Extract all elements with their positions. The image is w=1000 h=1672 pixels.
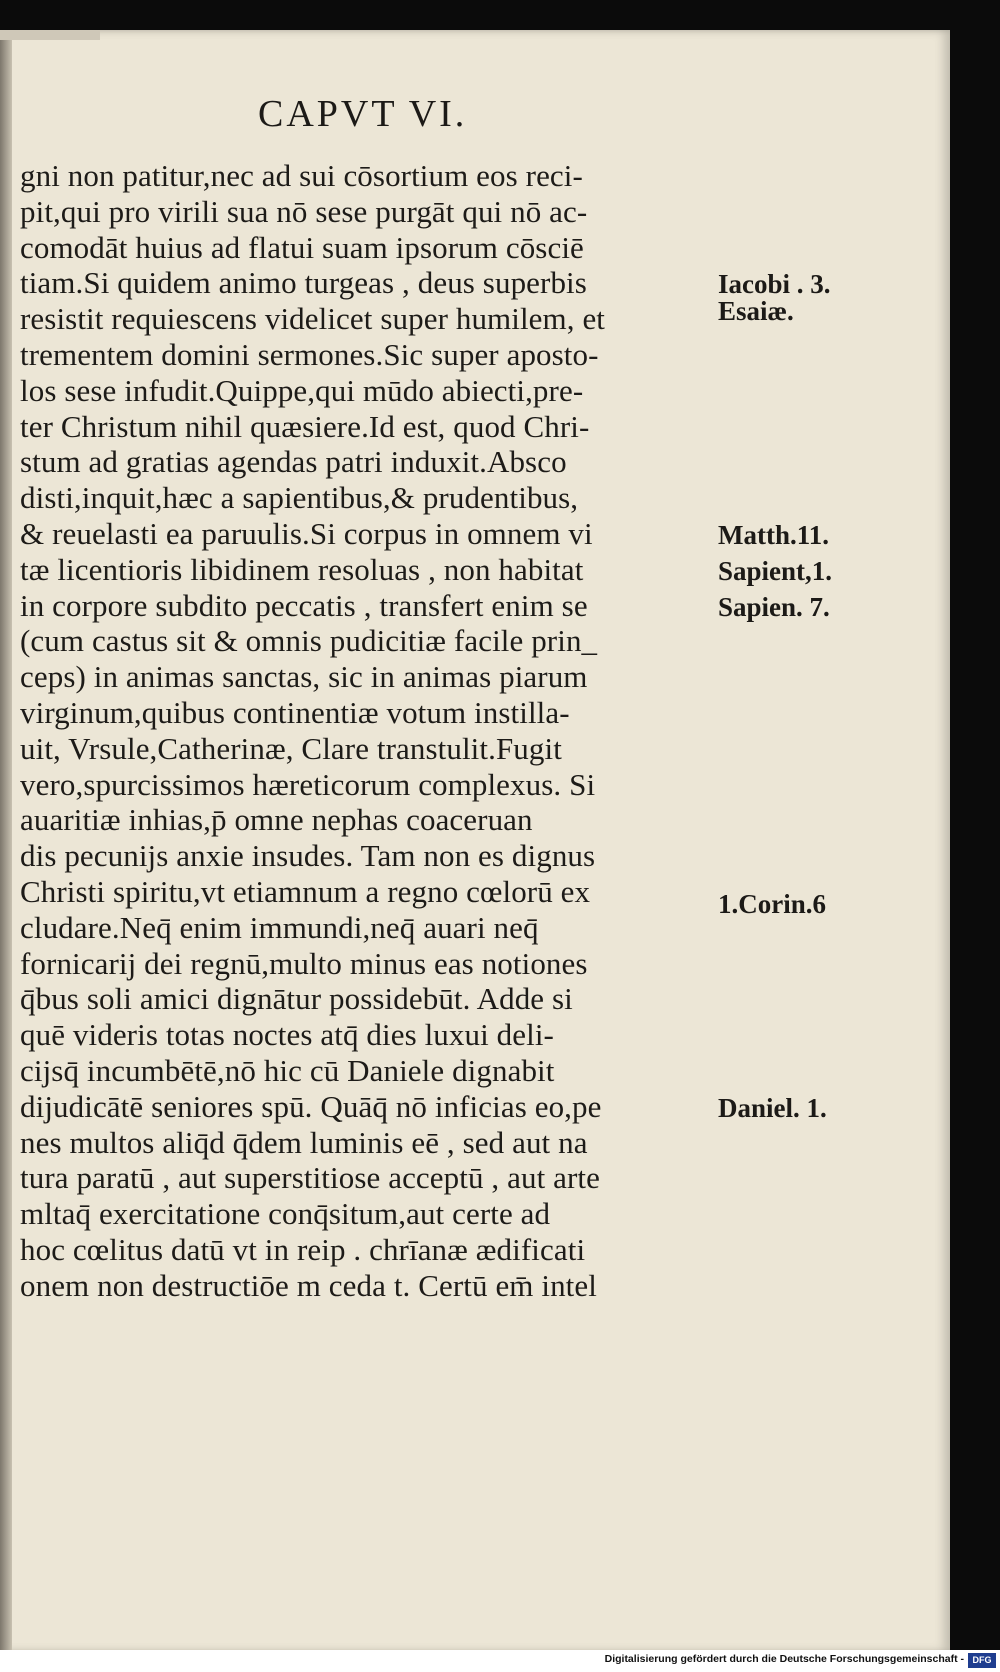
margin-note: Sapient,1. [718,555,833,586]
text-line: dijudicātē seniores spū. Quāq̄ nō inficias eo,pe [20,1088,602,1124]
footer-credit: Digitalisierung gefördert durch die Deutsche Forschungsgemeinschaft - [604,1653,964,1665]
margin-note: Esaiæ. [718,296,794,327]
text-line: tæ licentioris libidinem resoluas , non habitat [20,551,584,587]
text-line: hoc cœlitus datū vt in reip . chrīanæ ædificati [20,1231,586,1267]
text-line: onem non destructiōe m ceda t. Certū em̄ intel [20,1267,597,1303]
text-line: Christi spiritu,vt etiamnum a regno cœlorū ex [20,873,591,909]
text-line: ter Christum nihil quæsiere.Id est, quod Chri- [20,408,590,444]
text-line: cludare.Neq̄ enim immundi,neq̄ auari neq̄ [20,909,539,945]
text-line: tiam.Si quidem animo turgeas , deus superbis [20,265,587,301]
text-line: vero,spurcissimos hæreticorum complexus. Si [20,766,596,802]
running-head: CAPVT VI. [258,93,468,135]
text-line: mltaq̄ exercitatione conq̄situm,aut certe ad [20,1196,551,1232]
text-line: pit,qui pro virili sua nō sese purgāt qui nō ac- [20,193,588,229]
text-line: los sese infudit.Quippe,qui mūdo abiecti,pre- [20,372,584,408]
text-line: ceps) in animas sanctas, sic in animas piarum [20,659,588,695]
text-line: (cum castus sit & omnis pudicitiæ facile prin_ [20,623,598,659]
text-line: q̄bus soli amici dignātur possidebūt. Adde si [20,981,573,1017]
footer-bar [0,1650,1000,1672]
text-line: nes multos aliq̄d q̄dem luminis eē , sed aut na [20,1124,588,1160]
page-edge-shadow [0,30,12,1652]
text-line: fornicarij dei regnū,multo minus eas notiones [20,945,588,981]
body-text [20,158,720,1304]
margin-note: Iacobi . 3. [718,269,831,300]
text-line: dis pecunijs anxie insudes. Tam non es dignus [20,838,596,874]
page-corner [0,30,100,40]
margin-note: Matth.11. [718,520,829,550]
text-line: & reuelasti ea paruulis.Si corpus in omnem vi [20,515,593,551]
text-line: trementem domini sermones.Sic super aposto- [20,336,599,372]
text-line: virginum,quibus continentiæ votum instilla- [20,694,570,730]
dfg-logo: DFG [968,1653,996,1668]
text-line: disti,inquit,hæc a sapientibus,& prudentibus, [20,480,579,516]
margin-note: Sapien. 7. [718,591,830,622]
text-line: resistit requiescens videlicet super humilem, et [20,301,606,337]
text-line: quē videris totas noctes atq̄ dies luxui deli- [20,1017,554,1053]
text-line: uit, Vrsule,Catherinæ, Clare transtulit.Fugit [20,730,562,766]
text-line: tura paratū , aut superstitiose acceptū , aut arte [20,1160,600,1196]
text-line: gni non patitur,nec ad sui cōsortium eos reci- [20,158,583,193]
text-line: cijsq̄ incumbētē,nō hic cū Daniele dignabit [20,1052,555,1088]
margin-note: Daniel. 1. [718,1092,827,1123]
text-line: stum ad gratias agendas patri induxit.Absco [20,444,567,480]
text-line: auaritiæ inhias,p̄ omne nephas coaceruan [20,802,533,838]
text-line: comodāt huius ad flatui suam ipsorum cōsciē [20,229,584,265]
text-line: in corpore subdito peccatis , transfert enim se [20,587,588,623]
margin-note: 1.Corin.6 [718,888,826,919]
